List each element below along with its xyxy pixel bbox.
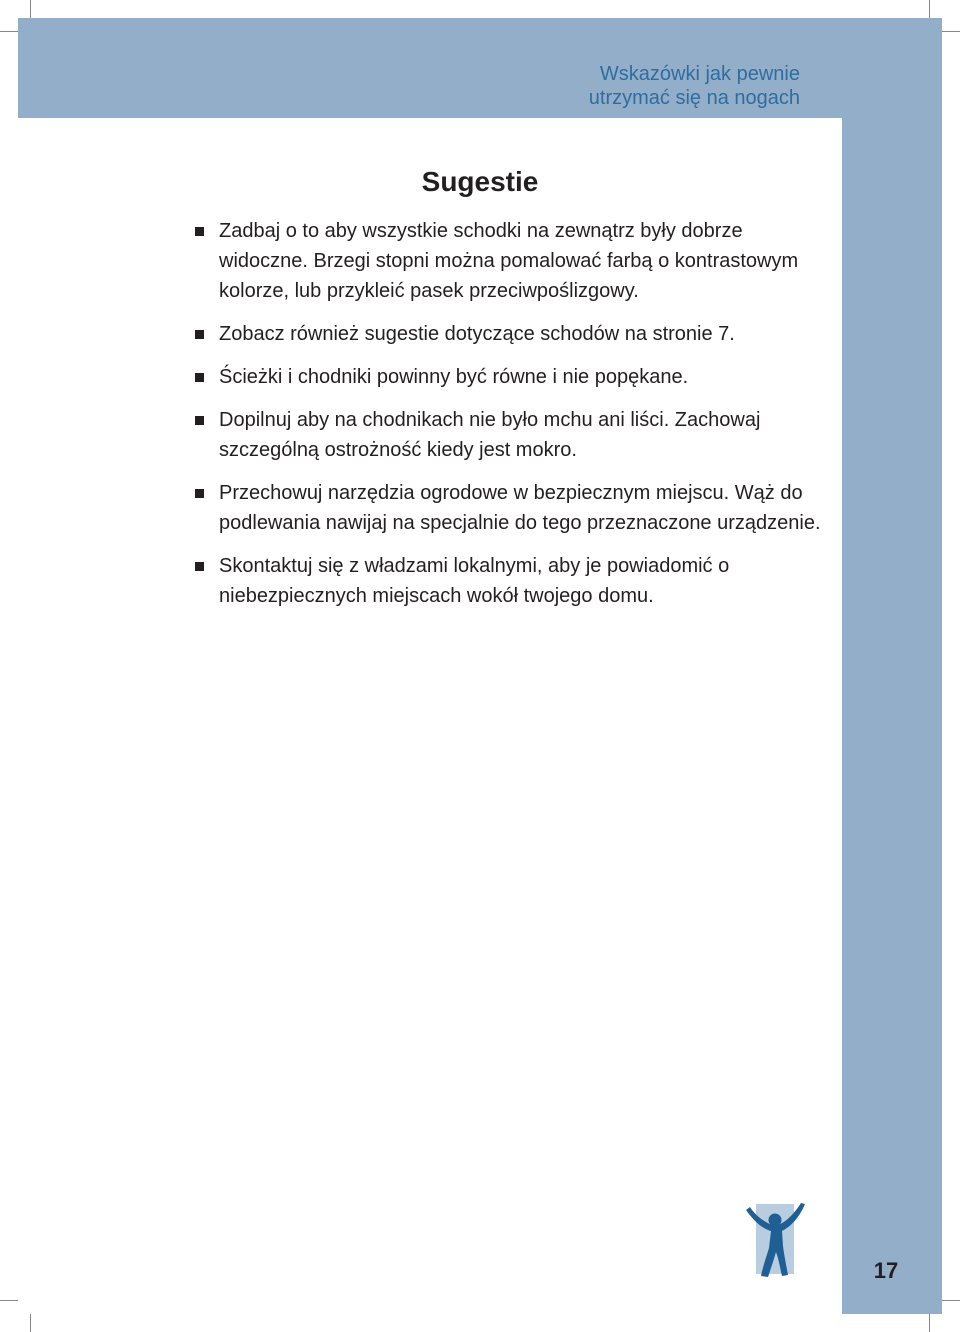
crop-mark — [929, 0, 930, 18]
crop-mark — [30, 1314, 31, 1332]
person-figure-icon — [742, 1198, 808, 1280]
running-header-line-2: utrzymać się na nogach — [588, 87, 800, 109]
square-bullet-icon — [195, 330, 204, 339]
list-item-text: Ścieżki i chodniki powinny być równe i nie popękane. — [219, 366, 689, 388]
page-number: 17 — [873, 1258, 899, 1283]
square-bullet-icon — [195, 373, 204, 382]
list-item-text: Zobacz również sugestie dotyczące schodów na stronie 7. — [219, 323, 735, 345]
list-item — [195, 216, 835, 306]
list-item-text: Dopilnuj aby na chodnikach nie było mchu ani liści. Zachowaj szczególną ostrożność kiedy jest mokro. — [219, 409, 761, 461]
square-bullet-icon — [195, 416, 204, 425]
list-item-text: Skontaktuj się z władzami lokalnymi, aby je powiadomić o niebezpiecznych miejscach wokół twojego domu. — [219, 555, 730, 607]
list-item — [195, 319, 835, 349]
crop-mark — [942, 31, 960, 32]
crop-mark — [0, 1300, 18, 1301]
crop-mark — [942, 1300, 960, 1301]
square-bullet-icon — [195, 562, 204, 571]
list-item-text: Przechowuj narzędzia ogrodowe w bezpiecznym miejscu. Wąż do podlewania nawijaj na specjalnie do tego przeznaczone urządzenie. — [219, 482, 821, 534]
list-item — [195, 551, 835, 611]
square-bullet-icon — [195, 227, 204, 236]
list-item — [195, 405, 835, 465]
section-title: Sugestie — [421, 166, 539, 197]
running-header — [400, 62, 800, 110]
list-item — [195, 478, 835, 538]
list-item — [195, 362, 835, 392]
square-bullet-icon — [195, 489, 204, 498]
side-band — [842, 18, 942, 1314]
suggestions-list — [195, 216, 835, 624]
crop-mark — [30, 0, 31, 18]
list-item-text: Zadbaj o to aby wszystkie schodki na zewnątrz były dobrze widoczne. Brzegi stopni można pomalować farbą o kontrastowym kolorze, lub przykleić pasek przeciwpoślizgowy. — [219, 220, 799, 302]
running-header-line-1: Wskazówki jak pewnie — [599, 63, 800, 85]
crop-mark — [929, 1314, 930, 1332]
crop-mark — [0, 31, 18, 32]
